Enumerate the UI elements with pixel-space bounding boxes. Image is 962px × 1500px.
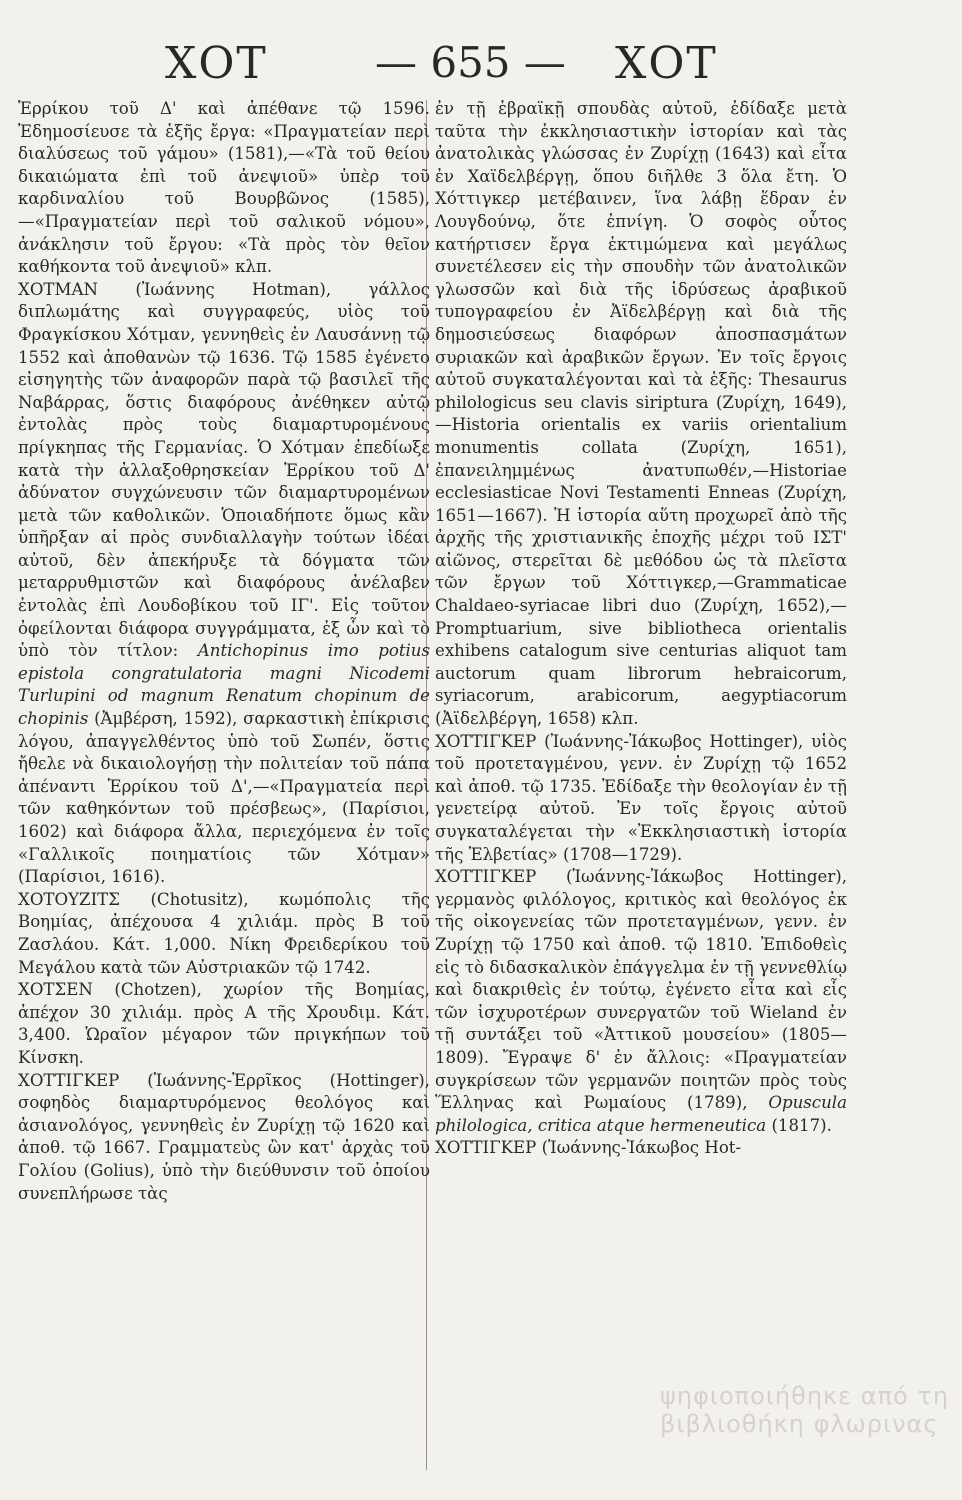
entry-text: ΧΟΤΤΙΓΚΕΡ (Ἰωάννης-Ἑρρῖκος (Hottinger), σοφηδὸς διαμαρτυρόμενος θεολόγος καὶ ἀσιανολόγος, γεννηθεὶς ἐν Ζυρίχῃ τῷ 1620 καὶ ἀποθ. τῷ 1667. Γραμματεὺς ὢν κατ' ἀρχὰς τοῦ Γολίου (Golius), ὑπὸ τὴν διεύθυνσιν τοῦ ὁποίου συνεπλήρωσε τὰς — [18, 1070, 430, 1203]
left-column — [18, 98, 430, 1205]
entry-paragraph — [435, 731, 847, 867]
entry-text: (Ἀμβέρση, 1592), σαρκαστικὴ ἐπίκρισις λόγου, ἀπαγγελθέντος ὑπὸ τοῦ Σωπέν, ὅστις ἤθελε νὰ δικαιολογήσῃ τὴν πολιτείαν τοῦ πάπα ἀπέναντι Ἑρρίκου τοῦ Δ',—«Πραγματεία περὶ τῶν καθηκόντων τοῦ πρέσβεως», (Παρίσιοι, 1602) καὶ διάφορα ἄλλα, περιεχόμενα ἐν τοῖς «Γαλλικοῖς ποιηματίοις τῶν Χότμαν» (Παρίσιοι, 1616). — [18, 709, 430, 887]
entry-paragraph — [18, 889, 430, 979]
entry-paragraph — [435, 1137, 847, 1160]
entry-text: ΧΟΤΤΙΓΚΕΡ (Ἰωάννης-Ἰάκωβος Hottinger), γερμανὸς φιλόλογος, κριτικὸς καὶ θεολόγος ἐκ τῆς οἰκογενείας τῶν προτεταγμένων, γενν. ἐν Ζυρίχῃ τῷ 1750 καὶ ἀποθ. τῷ 1810. Ἐπιδοθεὶς εἰς τὸ διδασκαλικὸν ἐπάγγελμα ἐν τῇ γεννεθλίῳ καὶ διακριθεὶς ἐν τούτῳ, ἐγένετο εἶτα καὶ εἷς τῶν ἰσχυροτέρων συνεργατῶν τοῦ Wieland ἐν τῇ συντάξει τοῦ «Ἀττικοῦ μουσείου» (1805—1809). Ἔγραψε δ' ἐν ἄλλοις: «Πραγματείαν συγκρίσεων τῶν γερμανῶν ποιητῶν πρὸς τοὺς Ἕλληνας καὶ Ρωμαίους (1789), — [435, 867, 847, 1113]
entry-text: ΧΟΤΜΑΝ (Ἰωάννης Hotman), γάλλος διπλωμάτης καὶ συγγραφεύς, υἱὸς τοῦ Φραγκίσκου Χότμαν, γεννηθεὶς ἐν Λαυσάννῃ τῷ 1552 καὶ ἀποθανὼν τῷ 1636. Τῷ 1585 ἐγένετο εἰσηγητὴς τῶν ἀναφορῶν παρὰ τῷ βασιλεῖ τῆς Ναβάρρας, ὅστις διαφόρους ἀνέθηκεν αὐτῷ ἐντολὰς πρὸς τοὺς διαμαρτυρομένους πρίγκηπας τῆς Γερμανίας. Ὁ Χότμαν ἐπεδίωξε κατὰ τὴν ἀλλαξοθρησκείαν Ἑρρίκου τοῦ Δ' ἀδύνατον συγχώνευσιν τῶν διαμαρτυρομένων μετὰ τῶν καθολικῶν. Ὁποιαδήποτε ὅμως κἂν ὑπῆρξαν αἱ πρὸς συνδιαλλαγὴν τούτων ἰδέαι αὐτοῦ, δὲν ἀπεκήρυξε τὰ δόγματα τῶν μεταρρυθμιστῶν καὶ διαφόρους ἀνέλαβεν ἐντολὰς ἐπὶ Λουδοβίκου τοῦ ΙΓ'. Εἰς τοῦτον ὀφείλονται διάφορα συγγράμματα, ἐξ ὧν καὶ τὸ ὑπὸ τὸν τίτλον: — [18, 279, 430, 661]
entry-paragraph — [435, 98, 847, 731]
entry-text: (1817). — [771, 1115, 832, 1135]
entry-paragraph — [18, 979, 430, 1069]
header-right-keyword: ΧΟΤ — [615, 38, 718, 89]
entry-text: ΧΟΤΤΙΓΚΕΡ (Ἰωάννης-Ἰάκωβος Hottinger), υἱὸς τοῦ προτεταγμένου, γενν. ἐν Ζυρίχῃ τῷ 1652 καὶ ἀποθ. τῷ 1735. Ἐδίδαξε τὴν θεολογίαν ἐν τῇ γενετείρᾳ αὐτοῦ. Ἐν τοῖς ἔργοις αὐτοῦ συγκαταλέγεται τὴν «Ἐκκλησιαστικὴ ἱστορία τῆς Ἑλβετίας» (1708—1729). — [435, 731, 847, 864]
entry-text: ΧΟΤΣΕΝ (Chotzen), χωρίον τῆς Βοημίας, ἀπέχον 30 χιλιάμ. πρὸς Α τῆς Χρουδιμ. Κάτ. 3,400. Ὡραῖον μέγαρον τῶν πριγκήπων τοῦ Κίνσκη. — [18, 980, 430, 1067]
running-header — [0, 38, 962, 98]
entry-title-italic: Antichopinus imo potius epistola congratulatoria magni Nicodemi Turlupini od magnum Renatum chopinum de chopinis — [18, 641, 431, 729]
entry-paragraph — [18, 1070, 430, 1206]
entry-text: ΧΟΤΟΥΖΙΤΣ (Chotusitz), κωμόπολις τῆς Βοημίας, ἀπέχουσα 4 χιλιάμ. πρὸς Β τοῦ Ζασλάου. Κάτ. 1,000. Νίκη Φρειδερίκου τοῦ Μεγάλου κατὰ τῶν Αὐστριακῶν τῷ 1742. — [18, 889, 430, 977]
entry-paragraph — [435, 866, 847, 1137]
entry-title-italic: Opuscula philologica, critica atque hermeneutica — [435, 1093, 847, 1135]
entry-paragraph — [18, 98, 430, 279]
header-left-keyword: ΧΟΤ — [165, 38, 268, 89]
entry-text: ΧΟΤΤΙΓΚΕΡ (Ἰωάννης-Ἰάκωβος Hot- — [435, 1138, 742, 1158]
entry-text: ἐν τῇ ἑβραϊκῇ σπουδὰς αὐτοῦ, ἐδίδαξε μετὰ ταῦτα τὴν ἐκκλησιαστικὴν ἱστορίαν καὶ τὰς ἀνατολικὰς γλώσσας ἐν Ζυρίχῃ (1643) καὶ εἶτα ἐν Χαϊδελβέργῃ, ὅπου διῆλθε 3 ὅλα ἔτη. Ὁ Χόττιγκερ μετέβαινεν, ἵνα λάβῃ ἕδραν ἐν Λουγδούνῳ, ὅτε ἐπνίγη. Ὁ σοφὸς οὗτος κατήρτισεν ἔργα ἐκτιμώμενα καὶ μεγάλως συνετέλεσεν εἰς τὴν σπουδὴν τῶν ἀνατολικῶν γλωσσῶν καὶ διὰ τῆς ἱδρύσεως ἀραβικοῦ τυπογραφείου ἐν Ἀϊδελβέργῃ καὶ διὰ τῆς δημοσιεύσεως διαφόρων ἀποσπασμάτων συριακῶν καὶ ἀραβικῶν ἔργων. Ἐν τοῖς ἔργοις αὐτοῦ συγκαταλέγονται καὶ τὰ ἑξῆς: Thesaurus philologicus seu clavis siriptura (Ζυρίχη, 1649),—Historia orientalis ex variis orientalium monumentis collata (Ζυρίχη, 1651), ἐπανειλημμένως ἀνατυπωθέν,—Historiae ecclesiasticae Novi Testamenti Enneas (Ζυρίχη, 1651—1667). Ἡ ἱστορία αὕτη προχωρεῖ ἀπὸ τῆς ἀρχῆς τῆς χριστιανικῆς ἐποχῆς μέχρι τοῦ ΙΣΤ' αἰῶνος, στερεῖται δὲ μεθόδου ὡς τὰ πλεῖστα τῶν ἔργων τοῦ Χόττιγκερ,—Grammaticae Chaldaeo-syriacae libri duo (Ζυρίχη, 1652),—Promptuarium, sive bibliotheca orientalis exhibens catalogum sive centurias aliquot tam auctorum quam librorum hebraicorum, syriacorum, arabicorum, aegyptiacorum (Ἀϊδελβέργη, 1658) κλπ. — [435, 99, 847, 729]
page-number: — 655 — — [375, 38, 566, 87]
library-watermark: ψηφιοποιήθηκε από τη βιβλιοθήκη φλωρινας — [660, 1382, 950, 1438]
entry-text: Ἑρρίκου τοῦ Δ' καὶ ἀπέθανε τῷ 1596. Ἐδημοσίευσε τὰ ἑξῆς ἔργα: «Πραγματείαν περὶ διαλύσεως τοῦ γάμου» (1581),—«Τὰ τοῦ θείου δικαιώματα ἐπὶ τοῦ ἀνεψιοῦ» ὑπὲρ τοῦ καρδιναλίου τοῦ Βουρβῶνος (1585),—«Πραγματείαν περὶ τοῦ σαλικοῦ νόμου», ἀνάκλησιν τοῦ ἔργου: «Τὰ πρὸς τὸν θεῖον καθήκοντα τοῦ ἀνεψιοῦ» κλπ. — [18, 99, 430, 277]
entry-paragraph — [18, 279, 430, 889]
right-column — [435, 98, 847, 1160]
